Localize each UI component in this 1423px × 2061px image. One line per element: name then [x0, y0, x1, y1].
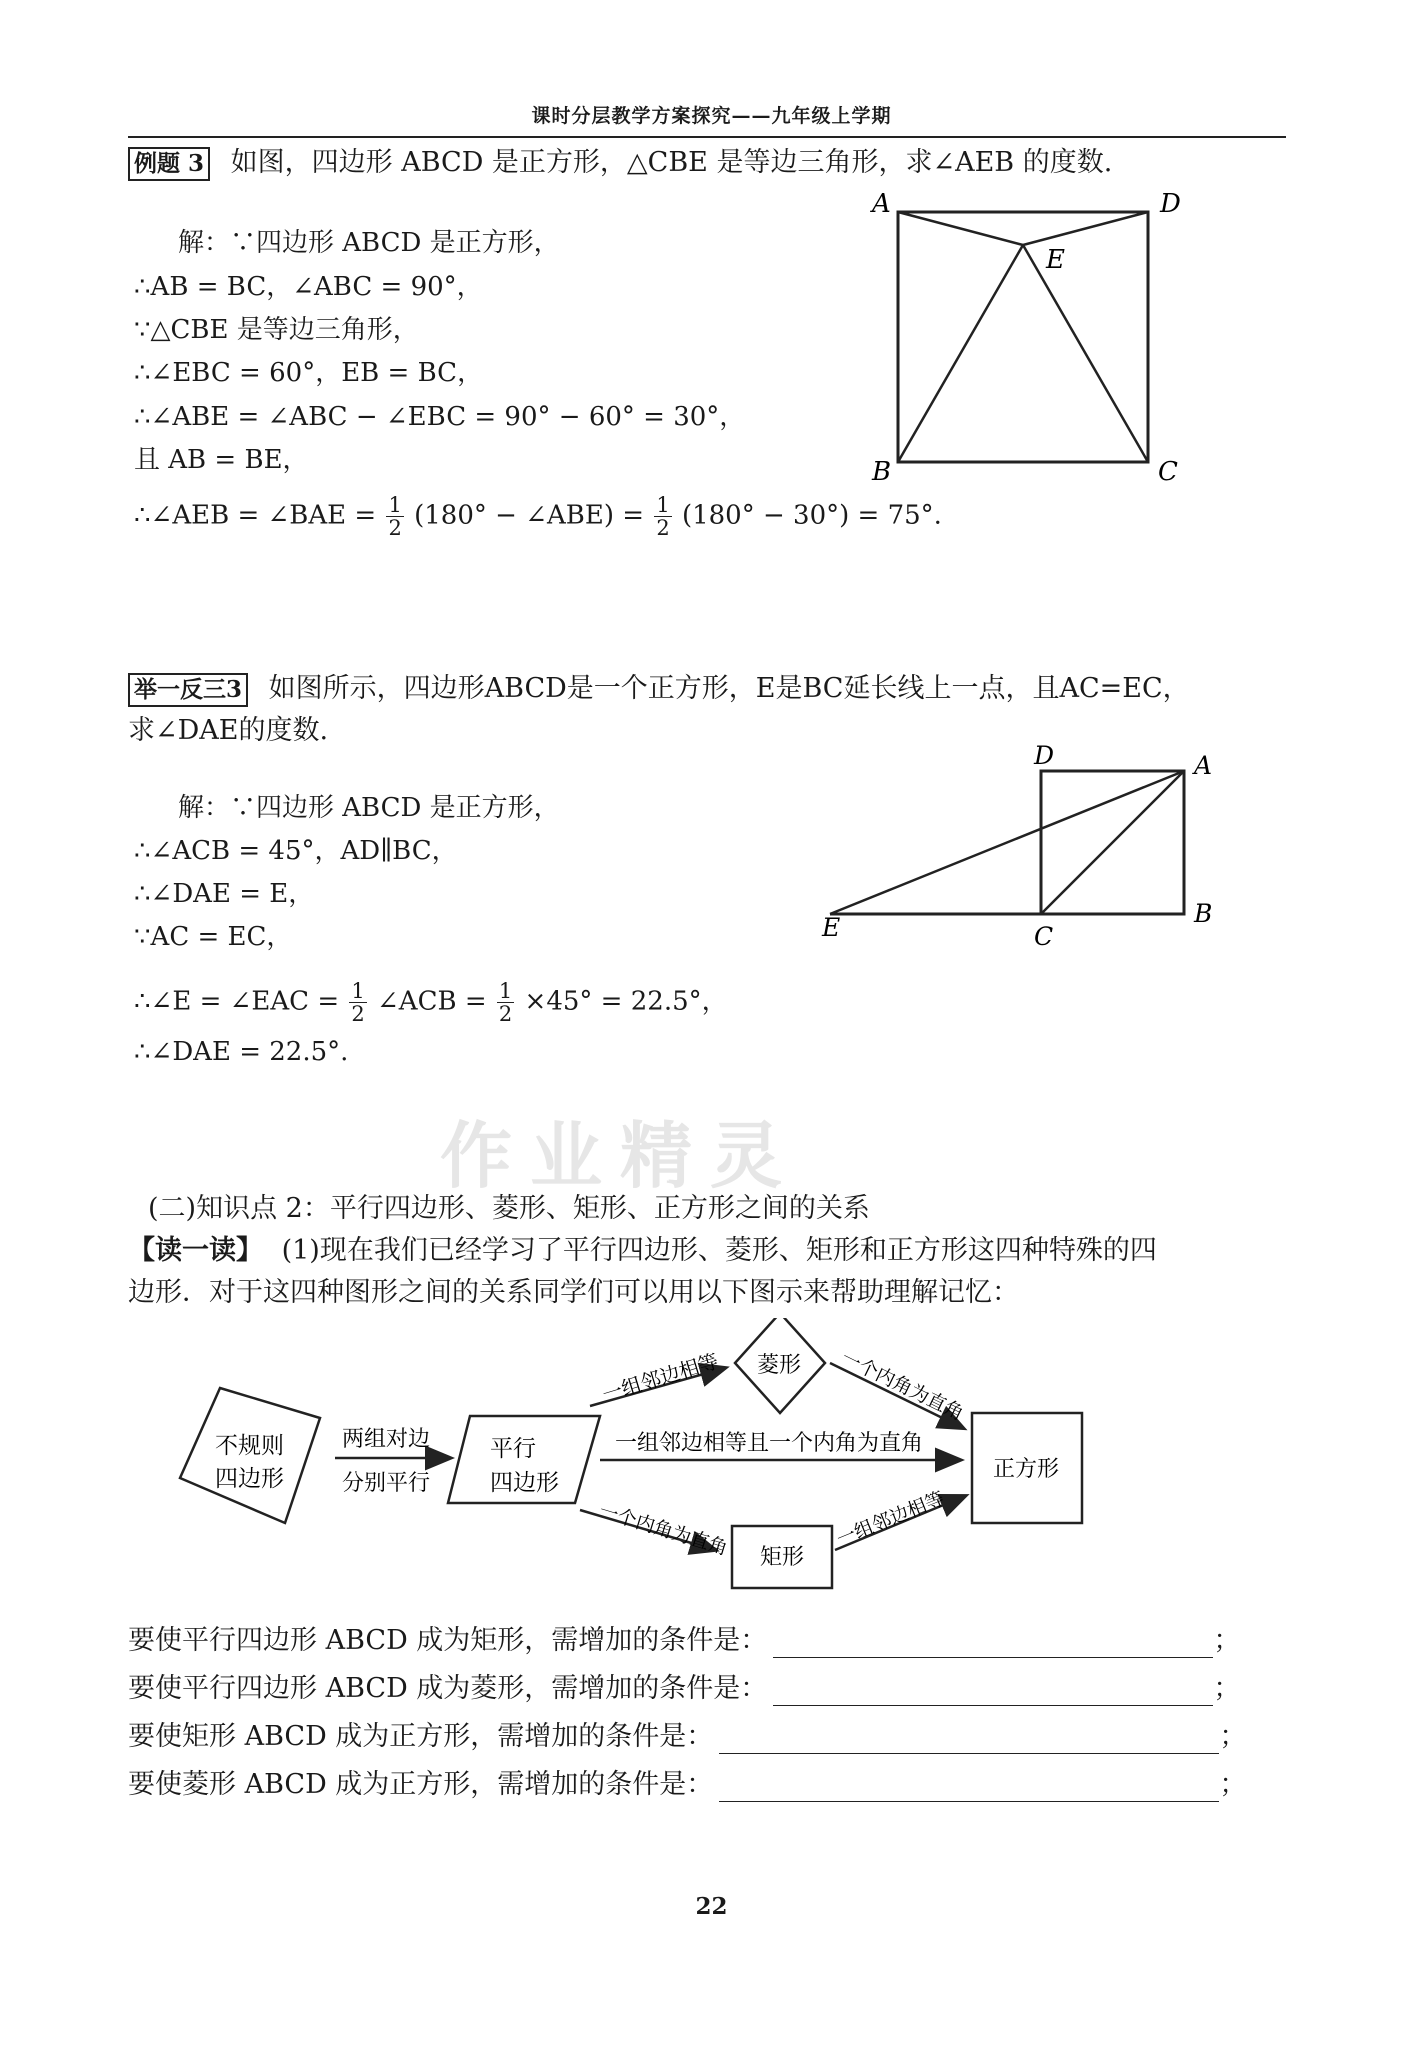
practice-3-frac-a: ∴∠E = ∠EAC = — [134, 986, 340, 1017]
question-4-end: ； — [1219, 1769, 1247, 1800]
practice-3-final: ∴∠DAE = 22.5°. — [134, 1037, 349, 1067]
label-d: D — [1160, 190, 1181, 219]
question-4 — [128, 1768, 1246, 1802]
fraction-denominator: 2 — [351, 1002, 365, 1026]
segment-ae — [898, 212, 1023, 245]
answer-blank-2[interactable] — [773, 1681, 1213, 1706]
label-a: A — [872, 190, 891, 219]
fraction-numerator: 1 — [498, 979, 513, 1003]
answer-blank-3[interactable] — [719, 1729, 1219, 1754]
label-c: C — [1034, 922, 1054, 951]
answer-blank-1[interactable] — [773, 1633, 1213, 1658]
example-3-figure — [860, 190, 1190, 490]
practice-3-step-4: ∵AC = EC， — [134, 922, 293, 952]
fraction-numerator: 1 — [351, 979, 365, 1003]
practice-3-fraction-line — [134, 980, 728, 1025]
read-paragraph-line-1 — [128, 1234, 1157, 1268]
answer-blank-4[interactable] — [719, 1777, 1219, 1802]
example-3-step-5: ∴∠ABE = ∠ABC − ∠EBC = 90° − 60° = 30°， — [134, 402, 746, 432]
fraction-denominator: 2 — [498, 1002, 513, 1026]
rhombus-to-square-label: 一个内角为直角 — [837, 1346, 968, 1425]
example-3-question-row — [128, 146, 1112, 181]
parallelogram-label-2: 四边形 — [490, 1470, 559, 1496]
segment-de — [1023, 212, 1148, 245]
fraction-denominator: 2 — [388, 516, 402, 540]
label-c: C — [1158, 457, 1178, 487]
fraction-numerator: 1 — [656, 493, 670, 517]
square-abcd — [898, 212, 1148, 462]
read-text-1: (1)现在我们已经学习了平行四边形、菱形、矩形和正方形这四种特殊的四 — [281, 1235, 1157, 1266]
example-3-question: 如图，四边形 ABCD 是正方形，△CBE 是等边三角形，求∠AEB 的度数. — [230, 147, 1113, 178]
segment-ce — [1023, 245, 1148, 462]
practice-3-figure — [810, 738, 1230, 958]
practice-3-step-1: 解：∵四边形 ABCD 是正方形， — [178, 793, 560, 823]
question-3 — [128, 1720, 1246, 1754]
page-header: 课时分层教学方案探究——九年级上学期 — [531, 105, 892, 127]
watermark-text: 作业精灵 — [440, 1114, 801, 1198]
practice-3-question: 如图所示，四边形ABCD是一个正方形，E是BC延长线上一点，且AC=EC， — [268, 673, 1190, 704]
header-rule — [128, 136, 1286, 138]
label-a: A — [1194, 751, 1213, 780]
arrow-1-label-top: 两组对边 — [342, 1427, 431, 1452]
example-3-step-6: 且 AB = BE， — [134, 445, 309, 475]
arrow-1-label-bottom: 分别平行 — [342, 1471, 431, 1496]
quadrilateral-relationship-diagram — [160, 1318, 1160, 1618]
example-3-final-mid: (180° − ∠ABE) = — [414, 500, 645, 531]
irregular-label-2: 四边形 — [215, 1466, 284, 1492]
page-number: 22 — [695, 1893, 728, 1920]
example-3-final-end: (180° − 30°) = 75°. — [681, 500, 942, 531]
question-2-text: 要使平行四边形 ABCD 成为菱形，需增加的条件是： — [128, 1673, 768, 1704]
arrow-to-square-label: 一组邻边相等且一个内角为直角 — [615, 1431, 924, 1456]
practice-3-tag: 举一反三3 — [128, 673, 248, 707]
example-3-step-1: 解：∵四边形 ABCD 是正方形， — [178, 228, 560, 258]
rhombus-label: 菱形 — [757, 1353, 802, 1378]
example-3-step-2: ∴AB = BC，∠ABC = 90°， — [134, 272, 483, 302]
label-e: E — [822, 913, 841, 942]
practice-3-frac-c: ×45° = 22.5°， — [524, 986, 728, 1017]
question-1 — [128, 1624, 1240, 1658]
fraction-numerator: 1 — [388, 493, 402, 517]
practice-3-step-3: ∴∠DAE = E， — [134, 879, 315, 909]
example-3-step-4: ∴∠EBC = 60°，EB = BC， — [134, 358, 484, 388]
example-3-final-prefix: ∴∠AEB = ∠BAE = — [134, 500, 377, 531]
square-label: 正方形 — [993, 1457, 1060, 1482]
section-2-title: (二)知识点 2：平行四边形、菱形、矩形、正方形之间的关系 — [148, 1193, 870, 1224]
segment-be — [898, 245, 1023, 462]
example-3-step-3: ∵△CBE 是等边三角形， — [134, 315, 419, 345]
question-2 — [128, 1672, 1240, 1706]
label-d: D — [1034, 741, 1055, 770]
question-1-end: ； — [1213, 1625, 1241, 1656]
segment-ca — [1041, 771, 1184, 914]
irregular-label-1: 不规则 — [215, 1433, 284, 1459]
practice-3-question-row — [128, 672, 1190, 707]
rectangle-label: 矩形 — [760, 1545, 805, 1570]
question-4-text: 要使菱形 ABCD 成为正方形，需增加的条件是： — [128, 1769, 714, 1800]
segment-ea — [830, 771, 1184, 914]
fraction-denominator: 2 — [656, 516, 670, 540]
read-tag: 【读一读】 — [128, 1235, 263, 1266]
fraction-half — [654, 494, 671, 539]
question-3-end: ； — [1219, 1721, 1247, 1752]
arrow-to-rhombus-label: 一组邻边相等 — [599, 1348, 722, 1407]
question-2-end: ； — [1213, 1673, 1241, 1704]
practice-3-step-2: ∴∠ACB = 45°，AD∥BC， — [134, 836, 458, 866]
practice-3-frac-b: ∠ACB = — [377, 986, 487, 1017]
rectangle-to-square-label: 一组邻边相等 — [833, 1487, 948, 1551]
fraction-half — [386, 494, 403, 539]
question-1-text: 要使平行四边形 ABCD 成为矩形，需增加的条件是： — [128, 1625, 768, 1656]
parallelogram-label-1: 平行 — [490, 1436, 536, 1462]
question-3-text: 要使矩形 ABCD 成为正方形，需增加的条件是： — [128, 1721, 714, 1752]
fraction-half — [497, 980, 514, 1025]
arrow-to-rectangle-label: 一个内角为直角 — [596, 1499, 731, 1560]
example-3-final-line — [134, 494, 942, 539]
label-b: B — [872, 457, 892, 487]
practice-3-question-2: 求∠DAE的度数. — [128, 715, 329, 746]
label-e: E — [1046, 245, 1065, 275]
fraction-half — [349, 980, 366, 1025]
label-b: B — [1194, 899, 1213, 928]
read-paragraph-line-2: 边形．对于这四种图形之间的关系同学们可以用以下图示来帮助理解记忆： — [128, 1277, 1019, 1308]
example-3-tag: 例题 3 — [128, 147, 210, 181]
